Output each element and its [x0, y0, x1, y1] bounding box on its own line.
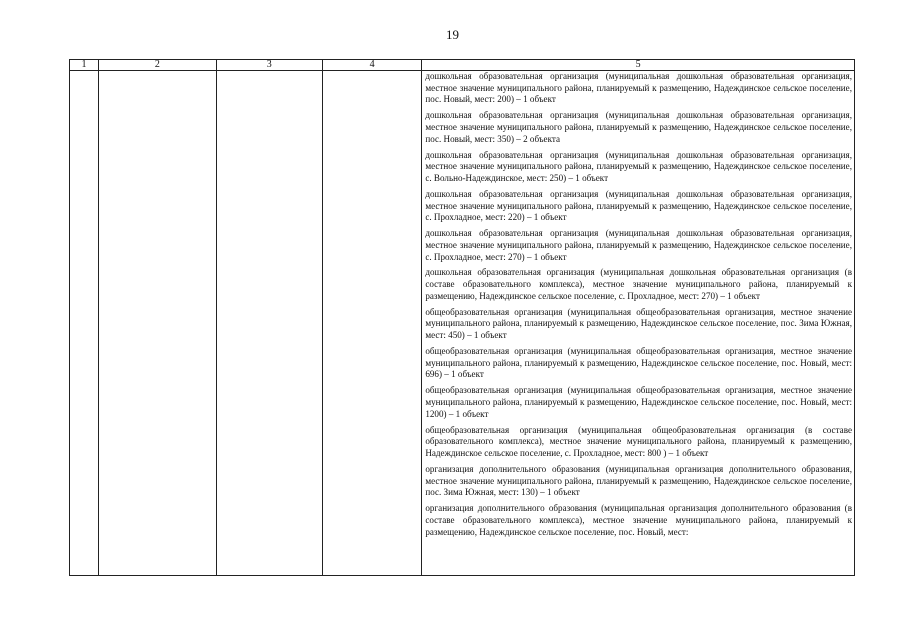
- list-item: общеобразовательная организация (муниципальная общеобразовательная организация, местное значение муниципального района, планируемый к размещению, Надеждинское сельское поселение, пос. Зима Южная, мест: 450) – 1 объект: [425, 306, 852, 341]
- list-item: дошкольная образовательная организация (муниципальная дошкольная образовательная организация, местное значение муниципального района, планируемый к размещению, Надеждинское сельское поселение, с. Вольно-Надеждинское, мест: 250) – 1 объект: [425, 149, 852, 183]
- table-header-row: [70, 60, 855, 71]
- column-header-4: 4: [322, 60, 421, 71]
- table-cell-col3: [216, 71, 322, 576]
- column-header-2: 2: [99, 60, 216, 71]
- list-item: дошкольная образовательная организация (муниципальная дошкольная образовательная организация (в составе образовательного комплекса), местное значение муниципального района, планируемый к размещению, Надеждинское сельское поселение, с. Прохладное, мест: 270) – 1 объект: [425, 267, 852, 301]
- table-cell-col4: [322, 71, 421, 576]
- list-item: общеобразовательная организация (муниципальная общеобразовательная организация, местное значение муниципального района, планируемый к размещению, Надеждинское сельское поселение, пос. Новый, мест: 696) – 1 объект: [425, 346, 852, 380]
- column-header-3: 3: [216, 60, 322, 71]
- table-cell-col2: [99, 71, 216, 576]
- list-item: дошкольная образовательная организация (муниципальная дошкольная образовательная организация, местное значение муниципального района, планируемый к размещению, Надеждинское сельское поселение, с. Прохладное, мест: 270) – 1 объект: [425, 228, 852, 262]
- list-item: дошкольная образовательная организация (муниципальная дошкольная образовательная организация, местное значение муниципального района, планируемый к размещению, Надеждинское сельское поселение, с. Прохладное, мест: 220) – 1 объект: [425, 188, 852, 223]
- list-item: общеобразовательная организация (муниципальная общеобразовательная организация (в составе образовательного комплекса), местное значение муниципального района, планируемый к размещению, Надеждинское сельское поселение, с. Прохладное, мест: 800 ) – 1 объект: [425, 424, 852, 459]
- table-cell-col5: [422, 71, 855, 576]
- column-header-1: 1: [70, 60, 99, 71]
- list-item: общеобразовательная организация (муниципальная общеобразовательная организация, местное значение муниципального района, планируемый к размещению, Надеждинское сельское поселение, пос. Новый, мест: 1200) – 1 объект: [425, 385, 852, 419]
- list-item: организация дополнительного образования (муниципальная организация дополнительного образования (в составе образовательного комплекса), местное значение муниципального района, планируемый к размещению, Надеждинское сельское поселение, пос. Новый, мест:: [425, 503, 852, 537]
- page-number: 19: [446, 27, 459, 42]
- table-row: [70, 71, 855, 576]
- list-item: дошкольная образовательная организация (муниципальная дошкольная образовательная организация, местное значение муниципального района, планируемый к размещению, Надеждинское сельское поселение, пос. Новый, мест: 200) – 1 объект: [425, 71, 852, 105]
- list-item: дошкольная образовательная организация (муниципальная дошкольная образовательная организация, местное значение муниципального района, планируемый к размещению, Надеждинское сельское поселение, пос. Новый, мест: 350) – 2 объекта: [425, 110, 852, 144]
- table-cell-col1: [70, 71, 99, 576]
- document-table: [69, 59, 855, 576]
- list-item: организация дополнительного образования (муниципальная организация дополнительного образования, местное значение муниципального района, планируемый к размещению, Надеждинское сельское поселение, пос. Зима Южная, мест: 130) – 1 объект: [425, 463, 852, 498]
- entries-list: [422, 71, 854, 575]
- column-header-5: 5: [422, 60, 855, 71]
